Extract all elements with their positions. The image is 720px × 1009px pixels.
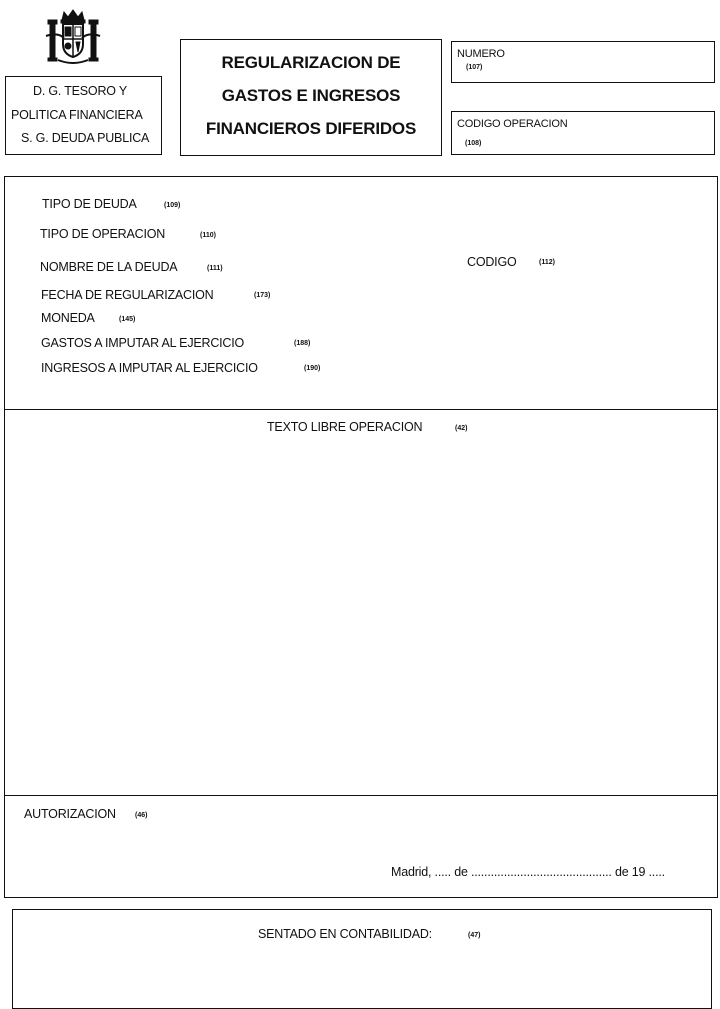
codigo-operacion-label: CODIGO OPERACION [457, 118, 568, 130]
autorizacion-label: AUTORIZACION [24, 807, 116, 821]
section-divider [5, 409, 717, 410]
moneda-code: (145) [119, 316, 136, 323]
moneda-label: MONEDA [41, 311, 95, 325]
nombre-deuda-code: (111) [207, 265, 223, 272]
issuer-line-1: D. G. TESORO Y [33, 84, 127, 98]
texto-libre-code: (42) [455, 425, 468, 432]
sentado-label: SENTADO EN CONTABILIDAD: [258, 927, 432, 941]
nombre-deuda-label: NOMBRE DE LA DEUDA [40, 260, 178, 274]
title-line-2: GASTOS E INGRESOS [221, 86, 401, 105]
tipo-deuda-label: TIPO DE DEUDA [42, 197, 137, 211]
title-box [180, 39, 442, 156]
issuer-line-2: POLITICA FINANCIERA [11, 108, 143, 122]
ingresos-label: INGRESOS A IMPUTAR AL EJERCICIO [41, 361, 258, 375]
ingresos-code: (190) [304, 365, 321, 372]
tipo-operacion-label: TIPO DE OPERACION [40, 227, 166, 241]
numero-box[interactable] [451, 41, 715, 83]
main-form-box [4, 176, 718, 898]
texto-libre-area[interactable] [9, 443, 709, 793]
fecha-regularizacion-code: (173) [254, 292, 271, 299]
autorizacion-code: (46) [135, 812, 148, 819]
codigo-operacion-box[interactable] [451, 111, 715, 155]
title-line-3: FINANCIEROS DIFERIDOS [205, 119, 417, 138]
sentado-box [12, 909, 712, 1009]
tipo-operacion-code: (110) [200, 232, 216, 239]
codigo-label: CODIGO [467, 255, 517, 269]
section-divider [5, 795, 717, 796]
codigo-code: (112) [539, 259, 555, 266]
numero-label: NUMERO [457, 48, 505, 60]
gastos-code: (188) [294, 340, 311, 347]
texto-libre-label: TEXTO LIBRE OPERACION [267, 420, 423, 434]
tipo-deuda-code: (109) [164, 202, 181, 209]
gastos-label: GASTOS A IMPUTAR AL EJERCICIO [41, 336, 245, 350]
fecha-regularizacion-label: FECHA DE REGULARIZACION [41, 288, 214, 302]
date-place-line[interactable]: Madrid, ..... de ........................................... de 19 ..... [391, 865, 665, 879]
numero-code: (107) [466, 64, 483, 71]
title-line-1: REGULARIZACION DE [221, 53, 401, 72]
codigo-operacion-code: (108) [465, 140, 482, 147]
issuer-box [5, 76, 162, 155]
sentado-code: (47) [468, 932, 481, 939]
issuer-line-3: S. G. DEUDA PUBLICA [21, 131, 150, 145]
coat-of-arms-icon [44, 8, 102, 66]
